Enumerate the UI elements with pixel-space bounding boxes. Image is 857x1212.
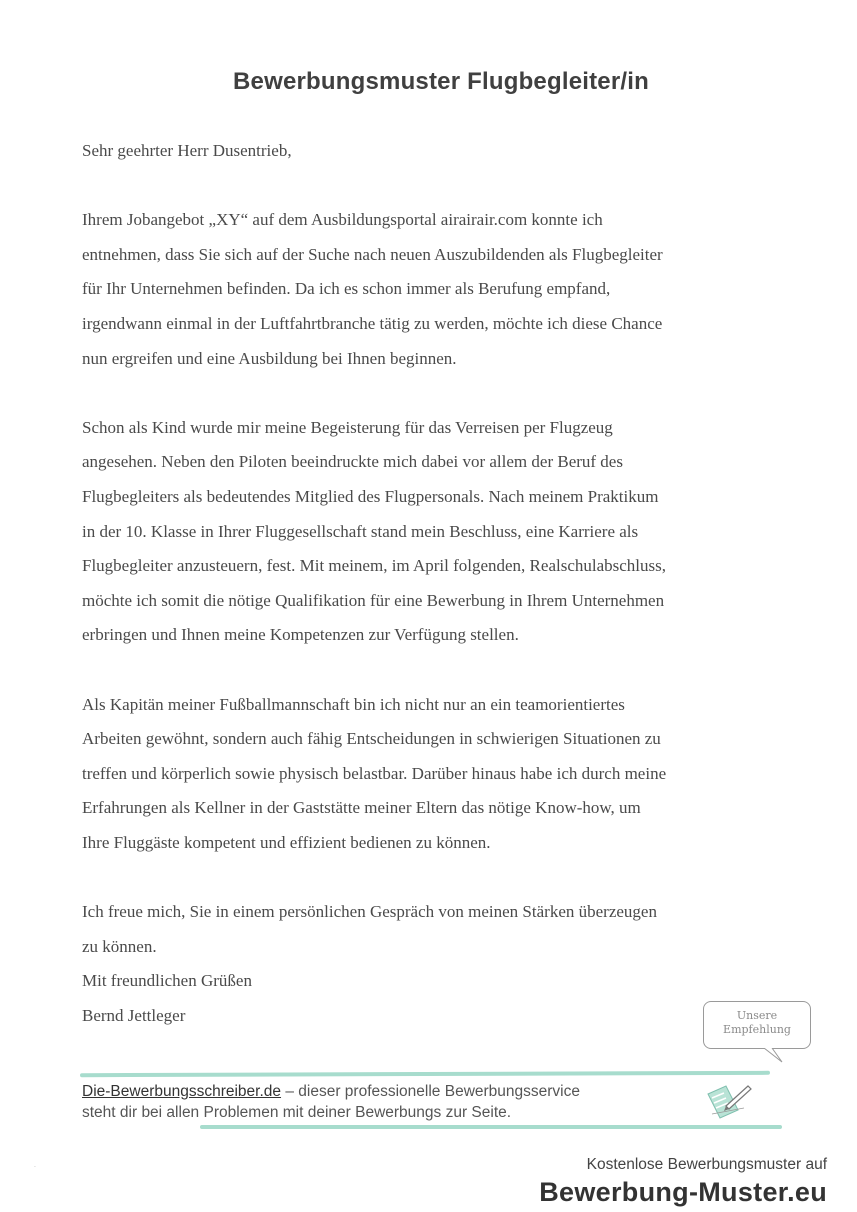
text-line: Ihrem Jobangebot „XY“ auf dem Ausbildungsportal airairair.com konnte ich [82, 210, 603, 230]
recommendation-text-part: steht dir bei allen Problemen mit deiner Bewerbungs zur Seite. [82, 1104, 512, 1121]
pen-document-icon [704, 1080, 754, 1120]
text-line: Ihre Fluggäste kompetent und effizient bedienen zu können. [82, 832, 491, 852]
text-line: erbringen und Ihnen meine Kompetenzen zur Verfügung stellen. [82, 625, 519, 645]
salutation: Sehr geehrter Herr Dusentrieb, [82, 141, 292, 160]
recommendation-bubble [703, 1001, 811, 1049]
bubble-tail-icon [762, 1048, 786, 1064]
paragraph-skills [82, 688, 782, 861]
greeting: Mit freundlichen Grüßen [82, 971, 252, 991]
paragraph-gap [82, 860, 782, 895]
text-line: irgendwann einmal in der Luftfahrtbranche tätig zu werden, möchte ich diese Chance [82, 313, 663, 333]
document-title: Bewerbungsmuster Flugbegleiter/in [233, 68, 649, 95]
text-line: nun ergreifen und eine Ausbildung bei Ihnen beginnen. [82, 348, 457, 368]
recommendation-text-part: – dieser professionelle Bewerbungsservice [281, 1083, 580, 1100]
text-line: für Ihr Unternehmen befinden. Da ich es schon immer als Berufung empfand, [82, 279, 611, 299]
letter-body [82, 134, 782, 1033]
recommendation-text [82, 1081, 722, 1123]
paragraph-intro [82, 203, 782, 376]
recommendation-link[interactable]: Die-Bewerbungsschreiber.de [82, 1083, 282, 1100]
bubble-line: Empfehlung [723, 1023, 791, 1036]
footer-brand[interactable]: Bewerbung-Muster.eu [539, 1177, 827, 1207]
text-line: Flugbegleiters als bedeutendes Mitglied des Flugpersonals. Nach meinem Praktikum [82, 486, 659, 506]
paragraph-gap [82, 169, 782, 204]
text-line: Ich freue mich, Sie in einem persönlichen Gespräch von meinen Stärken überzeugen [82, 902, 657, 922]
accent-band-top [80, 1071, 770, 1077]
text-line: Schon als Kind wurde mir meine Begeisterung für das Verreisen per Flugzeug [82, 417, 613, 437]
bubble-line: Unsere [736, 1009, 778, 1022]
recommendation-banner [70, 1072, 790, 1130]
text-line: möchte ich somit die nötige Qualifikation für eine Bewerbung in Ihrem Unternehmen [82, 590, 665, 610]
text-line: treffen und körperlich sowie physisch belastbar. Darüber hinaus habe ich durch meine [82, 763, 667, 783]
scan-mark: · [34, 1164, 36, 1171]
signature: Bernd Jettleger [82, 1005, 186, 1025]
paragraph-closing [82, 895, 782, 964]
footer-tagline: Kostenlose Bewerbungsmuster auf [586, 1156, 827, 1173]
paragraph-motivation [82, 411, 782, 653]
text-line: Als Kapitän meiner Fußballmannschaft bin ich nicht nur an ein teamorientiertes [82, 694, 625, 714]
text-line: angesehen. Neben den Piloten beeindruckte mich dabei vor allem der Beruf des [82, 452, 623, 472]
paragraph-gap [82, 376, 782, 411]
text-line: entnehmen, dass Sie sich auf der Suche nach neuen Auszubildenden als Flugbegleiter [82, 244, 663, 264]
text-line: Arbeiten gewöhnt, sondern auch fähig Entscheidungen in schwierigen Situationen zu [82, 729, 661, 749]
accent-band-bottom [200, 1125, 782, 1129]
text-line: Erfahrungen als Kellner in der Gaststätte meiner Eltern das nötige Know-how, um [82, 798, 641, 818]
text-line: zu können. [82, 936, 157, 956]
text-line: Flugbegleiter anzusteuern, fest. Mit meinem, im April folgenden, Realschulabschluss, [82, 556, 667, 576]
text-line: in der 10. Klasse in Ihrer Fluggesellschaft stand mein Beschluss, eine Karriere als [82, 521, 639, 541]
paragraph-gap [82, 653, 782, 688]
